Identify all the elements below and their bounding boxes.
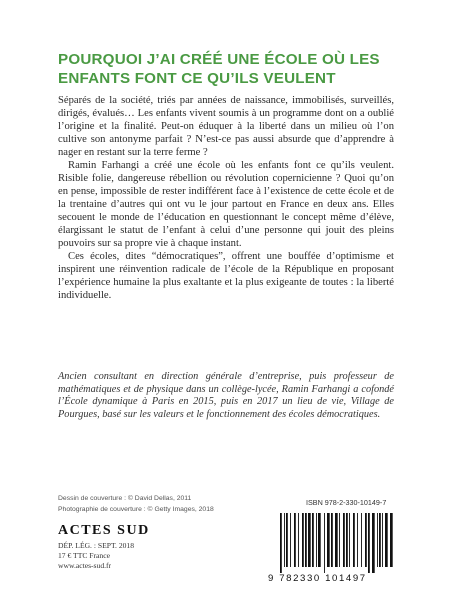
blurb-paragraph-3: Ces écoles, dites “démocratiques”, offrent une bouffée d’optimisme et inspirent une réinvention radicale de l’école de la République en proposant l’expérience humaine la plus exaltante et la plus exigeante de toutes : la liberté individuelle.: [58, 251, 394, 301]
price: 17 € TTC France: [58, 551, 110, 560]
title-line-1: POURQUOI J’AI CRÉÉ UNE ÉCOLE OÙ LES: [58, 51, 380, 68]
title-line-2: ENFANTS FONT CE QU’ILS VEULENT: [58, 70, 336, 87]
blurb-paragraph-1: Séparés de la société, triés par années de naissance, immobilisés, surveillés, dirigés, évalués… Les enfants vivent soumis à un programme dont on a oublié l’origine et la finalité. Peut-on éduquer à la liberté dans un milieu où l’on cultive son antonyme parfait ? N’est-ce pas aussi absurde que d’apprendre à nager en restant sur la terre ferme ?: [58, 95, 394, 158]
barcode-graphic: [278, 513, 396, 573]
isbn: ISBN 978-2-330-10149-7: [306, 498, 387, 507]
cover-drawing-credit: Dessin de couverture : © David Dellas, 2011: [58, 495, 192, 502]
publisher-name: ACTES SUD: [58, 523, 150, 538]
book-title: [58, 50, 398, 88]
legal-deposit: DÉP. LÉG. : SEPT. 2018: [58, 541, 135, 550]
blurb-paragraph-2: Ramin Farhangi a créé une école où les enfants font ce qu’ils veulent. Risible folie, dangereuse rébellion ou révolution copernicienne ? Quoi qu’on en pense, impossible de rester indifférent face à l’existence de cette école et de la trentaine d’autres qui ont vu le jour partout en France en deux ans. Elles secouent le monde de l’éducation en questionnant le concept même d’élève, élargissant le statut de l’enfant à celui d’une personne qui jouit des pleins pouvoirs sur sa propre vie à chaque instant.: [58, 160, 394, 249]
publisher-website: www.actes-sud.fr: [58, 561, 112, 570]
blurb: [58, 94, 394, 302]
cover-photo-credit: Photographie de couverture : © Getty Images, 2018: [58, 506, 214, 513]
barcode-digits: 9 782330 101497: [268, 573, 367, 584]
author-bio: Ancien consultant en direction générale d’entreprise, puis professeur de mathématiques et de physique dans un collège-lycée, Ramin Farhangi a cofondé l’École dynamique à Paris en 2015, puis en 2017 un lieu de vie, Village de Pourgues, basé sur les valeurs et le fonctionnement des écoles démocratiques.: [58, 371, 394, 420]
barcode: [278, 513, 396, 573]
